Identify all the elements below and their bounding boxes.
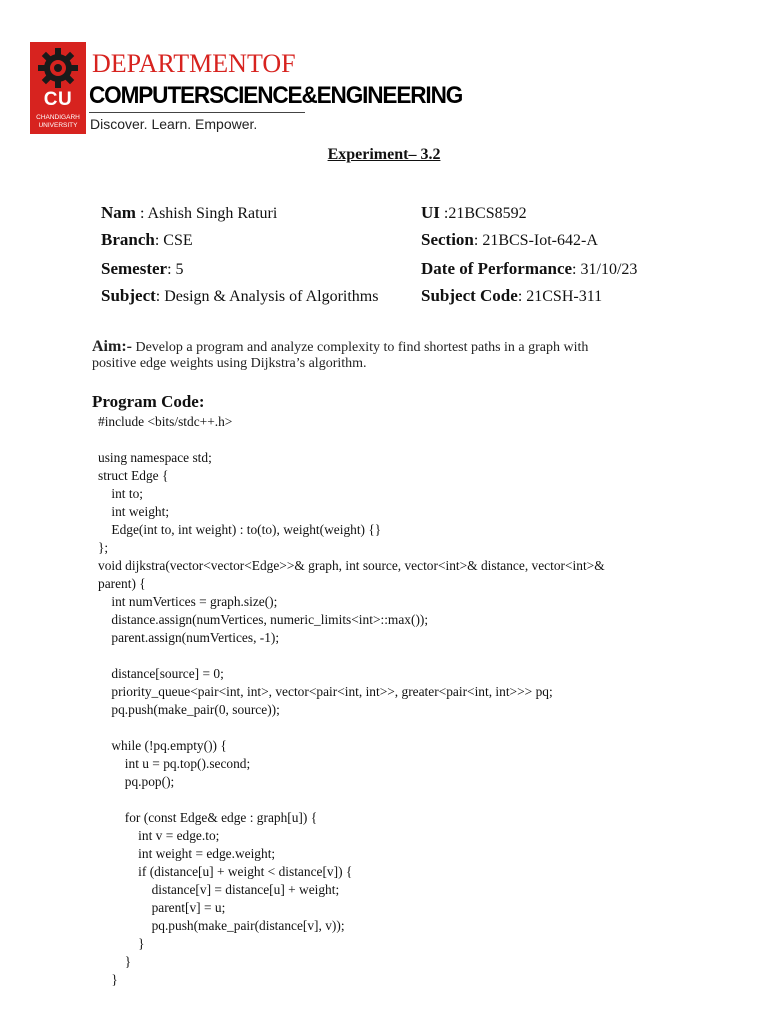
uid-label: UI xyxy=(421,203,440,222)
code-line: distance.assign(numVertices, numeric_limits<int>::max()); xyxy=(98,612,429,627)
code-line: pq.push(make_pair(distance[v], v)); xyxy=(98,918,345,933)
code-line: int v = edge.to; xyxy=(98,828,220,843)
department-title: DEPARTMENTOF xyxy=(92,49,296,78)
code-line: using namespace std; xyxy=(98,450,212,465)
code-line: }; xyxy=(98,540,109,555)
code-line: for (const Edge& edge : graph[u]) { xyxy=(98,810,318,825)
code-line: parent) { xyxy=(98,576,146,591)
code-line: #include <bits/stdc++.h> xyxy=(98,414,233,429)
uid-value: :21BCS8592 xyxy=(439,205,527,222)
aim-label: Aim:- xyxy=(92,338,132,355)
subject-field xyxy=(101,286,378,306)
department-subtitle: COMPUTERSCIENCE&ENGINEERING xyxy=(89,82,463,109)
code-line xyxy=(98,431,748,449)
aim-text-1: Develop a program and analyze complexity to find shortest paths in a graph with xyxy=(131,340,589,355)
name-value: : Ashish Singh Raturi xyxy=(135,205,278,222)
code-line: while (!pq.empty()) { xyxy=(98,738,227,753)
logo-university-name: CHANDIGARH UNIVERSITY xyxy=(36,114,80,129)
code-line: pq.pop(); xyxy=(98,774,175,789)
name-field xyxy=(101,203,277,223)
code-line: distance[source] = 0; xyxy=(98,666,224,681)
semester-field xyxy=(101,259,184,279)
code-line: int weight; xyxy=(98,504,170,519)
code-line: int to; xyxy=(98,486,144,501)
code-block xyxy=(98,413,748,989)
branch-value: : CSE xyxy=(154,232,193,249)
semester-value: : 5 xyxy=(167,261,184,278)
subject-code-value: : 21CSH-311 xyxy=(517,288,603,305)
code-line: } xyxy=(98,954,132,969)
code-line: int u = pq.top().second; xyxy=(98,756,251,771)
subject-label: Subject xyxy=(101,286,156,305)
experiment-title: Experiment– 3.2 xyxy=(327,146,441,163)
date-field xyxy=(421,259,637,279)
code-line: parent.assign(numVertices, -1); xyxy=(98,630,280,645)
code-line: void dijkstra(vector<vector<Edge>>& graph, int source, vector<int>& distance, vector<int>& xyxy=(98,558,605,573)
code-line: } xyxy=(98,972,118,987)
code-line: priority_queue<pair<int, int>, vector<pair<int, int>>, greater<pair<int, int>>> pq; xyxy=(98,684,553,699)
section-field xyxy=(421,230,598,250)
university-header xyxy=(30,40,463,135)
code-line: int numVertices = graph.size(); xyxy=(98,594,278,609)
code-line xyxy=(98,791,748,809)
code-line: distance[v] = distance[u] + weight; xyxy=(98,882,340,897)
section-label: Section xyxy=(421,230,474,249)
branch-label: Branch xyxy=(101,230,155,249)
tagline: Discover. Learn. Empower. xyxy=(90,116,258,132)
logo-text: CU xyxy=(43,89,73,110)
code-line: Edge(int to, int weight) : to(to), weight(weight) {} xyxy=(98,522,382,537)
aim-text-2: positive edge weights using Dijkstra’s algorithm. xyxy=(92,356,367,371)
date-label: Date of Performance xyxy=(421,259,573,278)
section-value: : 21BCS-Iot-642-A xyxy=(473,232,598,249)
code-line xyxy=(98,719,748,737)
subject-value: : Design & Analysis of Algorithms xyxy=(155,288,379,305)
aim-line1 xyxy=(92,337,692,358)
university-logo xyxy=(30,42,86,134)
code-line: parent[v] = u; xyxy=(98,900,226,915)
code-line: if (distance[u] + weight < distance[v]) { xyxy=(98,864,353,879)
date-value: : 31/10/23 xyxy=(572,261,638,278)
program-code-heading: Program Code: xyxy=(92,392,205,411)
branch-field xyxy=(101,230,193,250)
semester-label: Semester xyxy=(101,259,168,278)
name-label: Nam xyxy=(101,203,136,222)
code-line: int weight = edge.weight; xyxy=(98,846,276,861)
subject-code-field xyxy=(421,286,602,306)
code-line xyxy=(98,647,748,665)
code-line: struct Edge { xyxy=(98,468,169,483)
uid-field xyxy=(421,203,527,223)
gear-icon xyxy=(34,44,82,92)
header-divider xyxy=(89,112,305,113)
code-line: } xyxy=(98,936,145,951)
code-line: pq.push(make_pair(0, source)); xyxy=(98,702,280,717)
subject-code-label: Subject Code xyxy=(421,286,518,305)
